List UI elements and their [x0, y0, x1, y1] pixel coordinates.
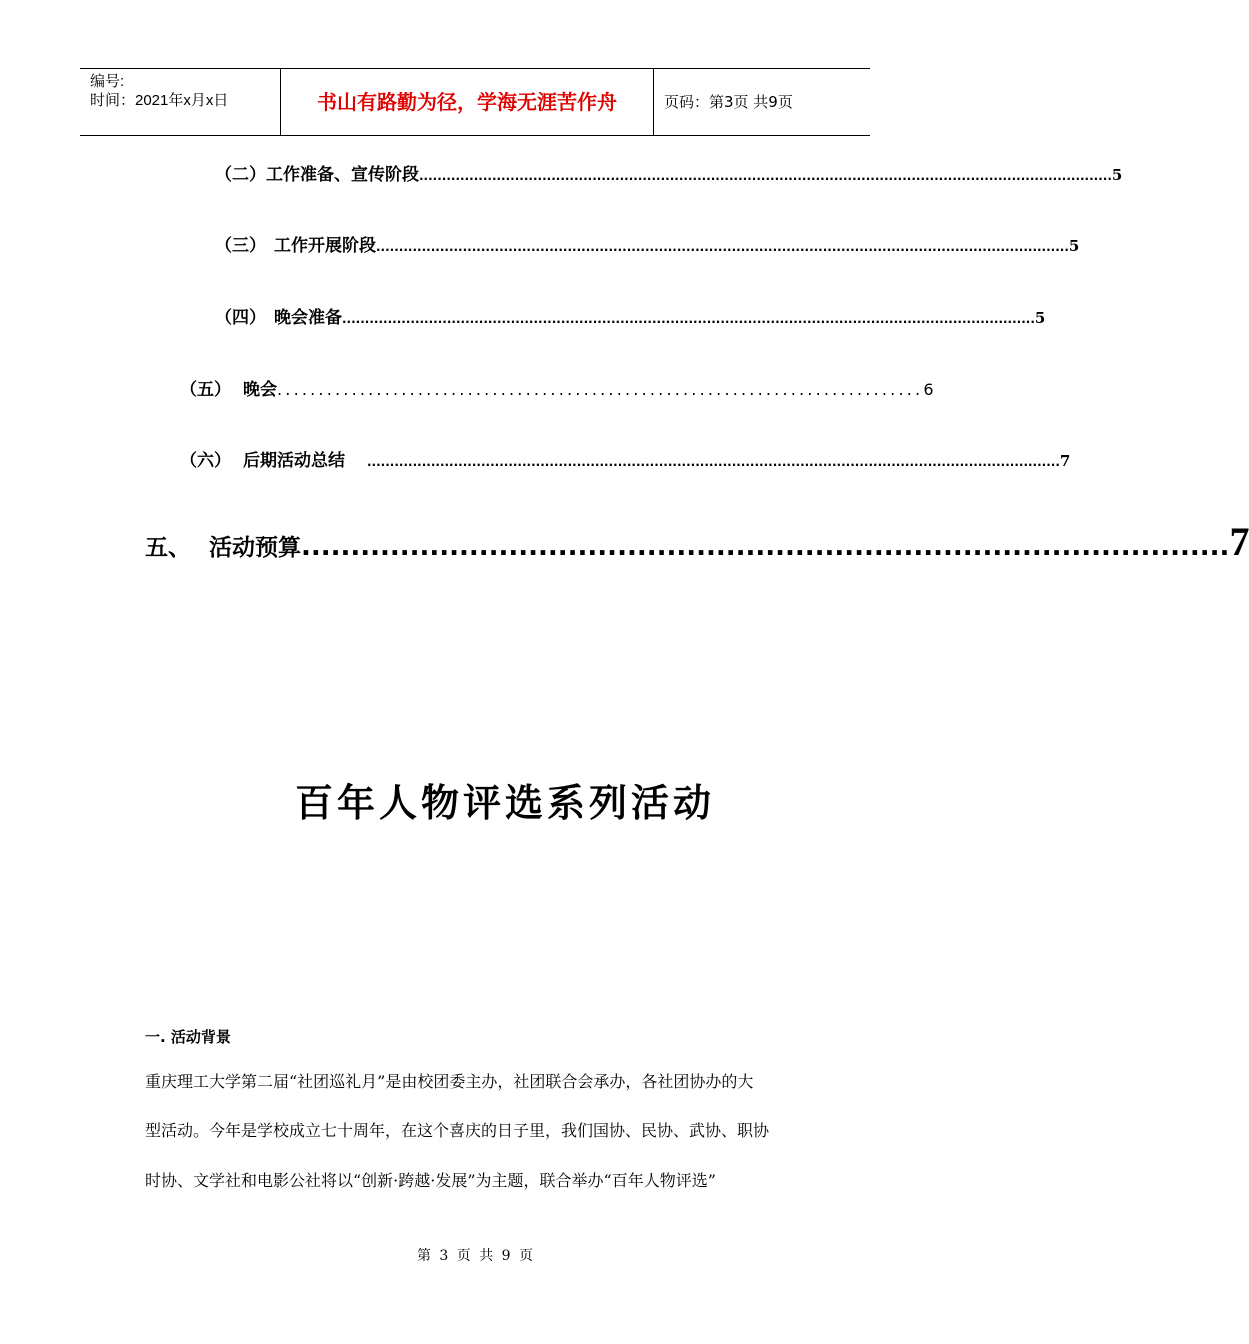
- toc-leader: ........................................................................................................................................................: [419, 169, 1112, 183]
- toc-entry[interactable]: [215, 303, 1046, 328]
- toc-label: 工作开展阶段: [274, 236, 376, 256]
- toc-label: 后期活动总结: [243, 451, 345, 471]
- toc-number: （四）: [215, 308, 266, 328]
- section-heading: 一. 活动背景: [145, 1028, 231, 1046]
- paragraph-line: 型活动。今年是学校成立七十周年，在这个喜庆的日子里，我们国协、民协、武协、职协: [145, 1121, 770, 1140]
- header-time: 时间：2021年x月x日: [90, 92, 229, 109]
- toc-label: 晚会: [243, 380, 277, 400]
- header-meta: [80, 69, 281, 135]
- toc-leader: ..............................................................................................: [301, 532, 1230, 562]
- header-page-info: 页码：第3页 共9页: [664, 93, 793, 111]
- toc-page: 5: [1111, 166, 1123, 184]
- page-footer: 第 3 页 共 9 页: [416, 1248, 534, 1264]
- toc-number: （五）: [180, 380, 231, 400]
- toc-label: 活动预算: [209, 535, 301, 561]
- toc-entry[interactable]: [215, 160, 1123, 185]
- header-motto: 书山有路勤为径，学海无涯苦作舟: [281, 69, 654, 135]
- toc-number: （三）: [215, 236, 266, 256]
- toc-page: 5: [1068, 237, 1080, 255]
- toc-entry[interactable]: [215, 231, 1080, 256]
- paragraph-line: 重庆理工大学第二届“社团巡礼月”是由校团委主办，社团联合会承办，各社团协办的大: [145, 1072, 754, 1091]
- toc-page: 7: [1059, 452, 1071, 470]
- page-header: [80, 68, 870, 136]
- toc-number: （六）: [180, 451, 231, 471]
- toc-leader: ........................................................................................................................................................: [367, 455, 1060, 469]
- toc-entry[interactable]: [180, 375, 934, 400]
- toc-entry[interactable]: [180, 446, 1071, 471]
- toc-entry[interactable]: [145, 519, 1249, 564]
- toc-number: 五、: [145, 535, 191, 561]
- toc-leader: ........................................................................................................................................................: [342, 312, 1035, 326]
- toc-label: 晚会准备: [274, 308, 342, 328]
- paragraph-line: 时协、文学社和电影公社将以“创新·跨越·发展”为主题，联合举办“百年人物评选”: [145, 1171, 716, 1190]
- document-title: 百年人物评选系列活动: [294, 780, 715, 825]
- toc-page: 5: [1034, 309, 1046, 327]
- toc-number: （二）: [215, 165, 266, 185]
- toc-page: 7: [1229, 519, 1249, 564]
- toc-leader: ..............................................................................: [277, 380, 924, 399]
- toc-label: 工作准备、宣传阶段: [266, 165, 419, 185]
- toc-leader: ........................................................................................................................................................: [376, 240, 1069, 254]
- header-code: 编号:: [90, 73, 125, 90]
- toc-page: 6: [923, 380, 934, 399]
